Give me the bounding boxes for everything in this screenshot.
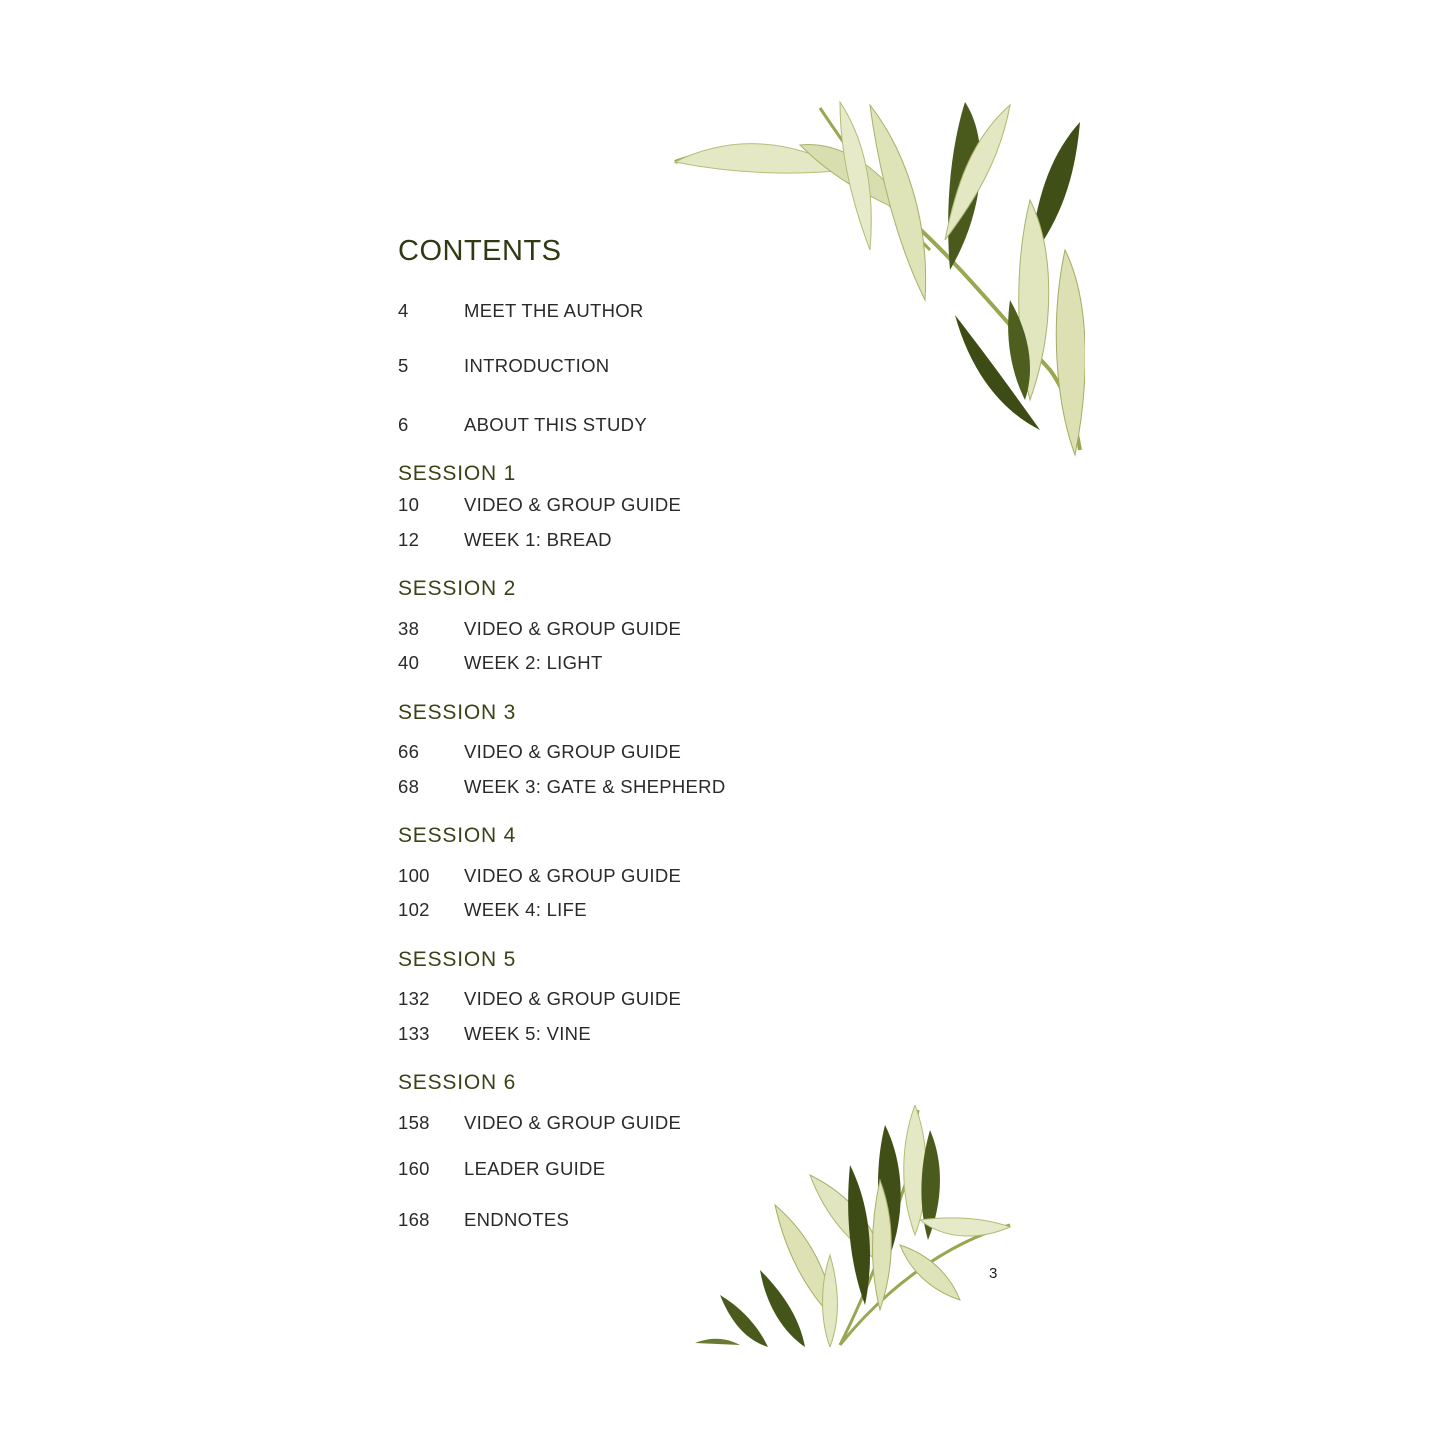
toc-page-number: 100 (398, 865, 430, 886)
toc-label: ABOUT THIS STUDY (464, 414, 647, 435)
toc-page-number: 168 (398, 1209, 430, 1230)
toc-page-number: 5 (398, 355, 409, 376)
toc-label: WEEK 3: GATE & SHEPHERD (464, 776, 726, 797)
toc-page-number: 158 (398, 1112, 430, 1133)
toc-label: ENDNOTES (464, 1209, 570, 1230)
toc-page-number: 160 (398, 1158, 430, 1179)
toc-label: VIDEO & GROUP GUIDE (464, 494, 682, 515)
toc-label: INTRODUCTION (464, 355, 610, 376)
toc-page-number: 133 (398, 1023, 430, 1044)
toc-page-number: 132 (398, 988, 430, 1009)
toc-page-number: 12 (398, 529, 420, 550)
toc-label: VIDEO & GROUP GUIDE (464, 988, 682, 1009)
page-number: 3 (989, 1265, 998, 1282)
session-heading: SESSION 3 (398, 701, 517, 724)
toc-label: MEET THE AUTHOR (464, 300, 644, 321)
toc-label: VIDEO & GROUP GUIDE (464, 741, 682, 762)
toc-label: VIDEO & GROUP GUIDE (464, 1112, 682, 1133)
toc-label: LEADER GUIDE (464, 1158, 606, 1179)
toc-label: WEEK 4: LIFE (464, 899, 587, 920)
olive-branch-icon (670, 100, 1085, 460)
session-heading: SESSION 6 (398, 1071, 517, 1094)
toc-label: WEEK 5: VINE (464, 1023, 591, 1044)
toc-page-number: 10 (398, 494, 420, 515)
toc-page-number: 38 (398, 618, 420, 639)
toc-page-number: 4 (398, 300, 409, 321)
toc-label: WEEK 2: LIGHT (464, 652, 603, 673)
session-heading: SESSION 5 (398, 948, 517, 971)
toc-page-number: 68 (398, 776, 420, 797)
session-heading: SESSION 1 (398, 462, 517, 485)
toc-label: VIDEO & GROUP GUIDE (464, 618, 682, 639)
page-title: CONTENTS (398, 235, 562, 267)
toc-page-number: 66 (398, 741, 420, 762)
olive-branch-icon (690, 1105, 1015, 1347)
session-heading: SESSION 2 (398, 577, 517, 600)
session-heading: SESSION 4 (398, 824, 517, 847)
toc-page-number: 40 (398, 652, 420, 673)
toc-page-number: 102 (398, 899, 430, 920)
toc-page-number: 6 (398, 414, 409, 435)
toc-label: VIDEO & GROUP GUIDE (464, 865, 682, 886)
toc-label: WEEK 1: BREAD (464, 529, 612, 550)
